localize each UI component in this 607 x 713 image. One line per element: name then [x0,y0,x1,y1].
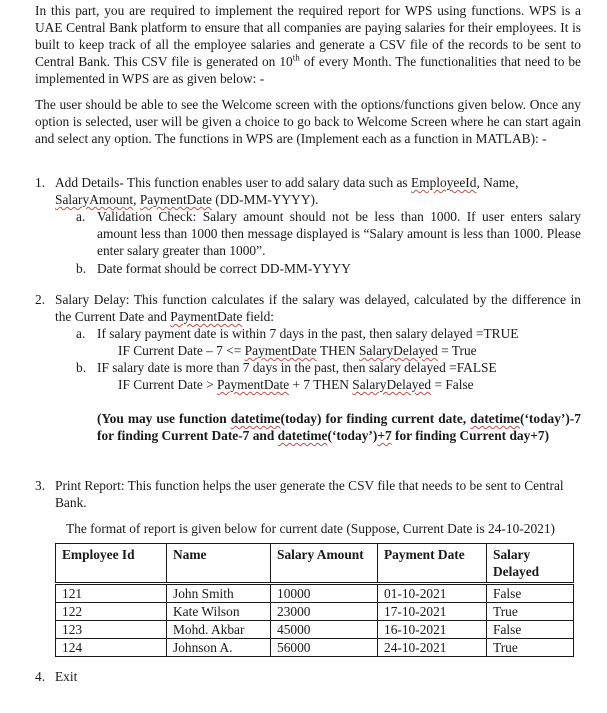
table-cell: John Smith [167,584,271,603]
list-item-print-report [35,477,581,511]
rule-delayed-false: IF Current Date > PaymentDate + 7 THEN SalaryDelayed = False [118,377,474,392]
intro-paragraph: In this part, you are required to implement the required report for WPS using functions. WPS is a UAE Central Bank platform to ensure that all companies are paying salaries for their employees. It is built to keep track of all the employee salaries and generate a CSV file of the records to be sent to Central Bank. This CSV file is generated on 10th of every Month. The functionalities that need to be implemented in WPS are as given below: - [35,3,581,86]
rule-delayed-true: IF Current Date – 7 <= PaymentDate THEN SalaryDelayed = True [118,343,477,358]
report-format-note: The format of report is given below for current date (Suppose, Current Date is 24-10-2021) [66,521,555,536]
sub-item-validation-check: a. Validation Check: Salary amount should not be less than 1000. If user enters salary amount less than 1000 then message displayed is “Salary amount is less than 1000. Please enter salary greater than 1000”. [76,209,581,258]
table-header-row [56,544,574,584]
sub-item-date-format: b. Date format should be correct DD-MM-YYYY [76,261,351,276]
column-header: Payment Date [378,544,487,584]
column-header: Employee Id [56,544,167,584]
table-cell: True [487,639,574,657]
table-cell: 123 [56,621,167,639]
table-cell: 122 [56,603,167,621]
list-number: 1. [35,175,46,190]
table-cell: 124 [56,639,167,657]
table-cell: Kate Wilson [167,603,271,621]
table-row [56,639,574,657]
list-number: 3. [35,478,46,493]
list-item-salary-delay [35,291,581,325]
table-cell: 24-10-2021 [378,639,487,657]
table-cell: Johnson A. [167,639,271,657]
welcome-paragraph: The user should be able to see the Welcome screen with the options/functions given below. Once any option is selected, user will be given a choice to go back to Welcome Screen where he can start again and select any option. The functions in WPS are (Implement each as a function in MATLAB): - [35,97,581,146]
table-cell: 121 [56,584,167,603]
list-item-text: Add Details- This function enables user to add salary data such as EmployeeId, Name, SalaryAmount, PaymentDate (DD-MM-YYYY). [55,175,519,207]
table-cell: True [487,603,574,621]
table-row [56,603,574,621]
report-table [55,543,574,657]
column-header: Salary Amount [271,544,378,584]
sub-item-delayed-true: a. If salary payment date is within 7 days in the past, then salary delayed =TRUE [76,326,519,341]
table-cell: 10000 [271,584,378,603]
datetime-note: (You may use function datetime(today) for finding current date, datetime(‘today’)-7 for finding Current Date-7 and datetime(‘today’)+7 for finding Current day+7) [97,411,581,443]
list-item-text: Salary Delay: This function calculates if the salary was delayed, calculated by the difference in the Current Date and PaymentDate field: [55,292,581,324]
table-cell: Mohd. Akbar [167,621,271,639]
list-item-text: Print Report: This function helps the user generate the CSV file that needs to be sent to Central Bank. [55,478,564,510]
table-cell: 16-10-2021 [378,621,487,639]
list-item-add-details [35,174,581,208]
table-cell: 56000 [271,639,378,657]
table-cell: False [487,621,574,639]
list-number: 2. [35,292,46,307]
list-number: 4. [35,669,46,684]
table-cell: 01-10-2021 [378,584,487,603]
list-item-exit [35,668,581,685]
list-item-text: Exit [55,669,78,684]
column-header: Name [167,544,271,584]
table-cell: 45000 [271,621,378,639]
table-row [56,584,574,603]
column-header: Salary Delayed [487,544,574,584]
table-cell: 17-10-2021 [378,603,487,621]
table-cell: False [487,584,574,603]
sub-item-delayed-false: b. IF salary date is more than 7 days in the past, then salary delayed =FALSE [76,360,497,375]
table-row [56,621,574,639]
table-cell: 23000 [271,603,378,621]
